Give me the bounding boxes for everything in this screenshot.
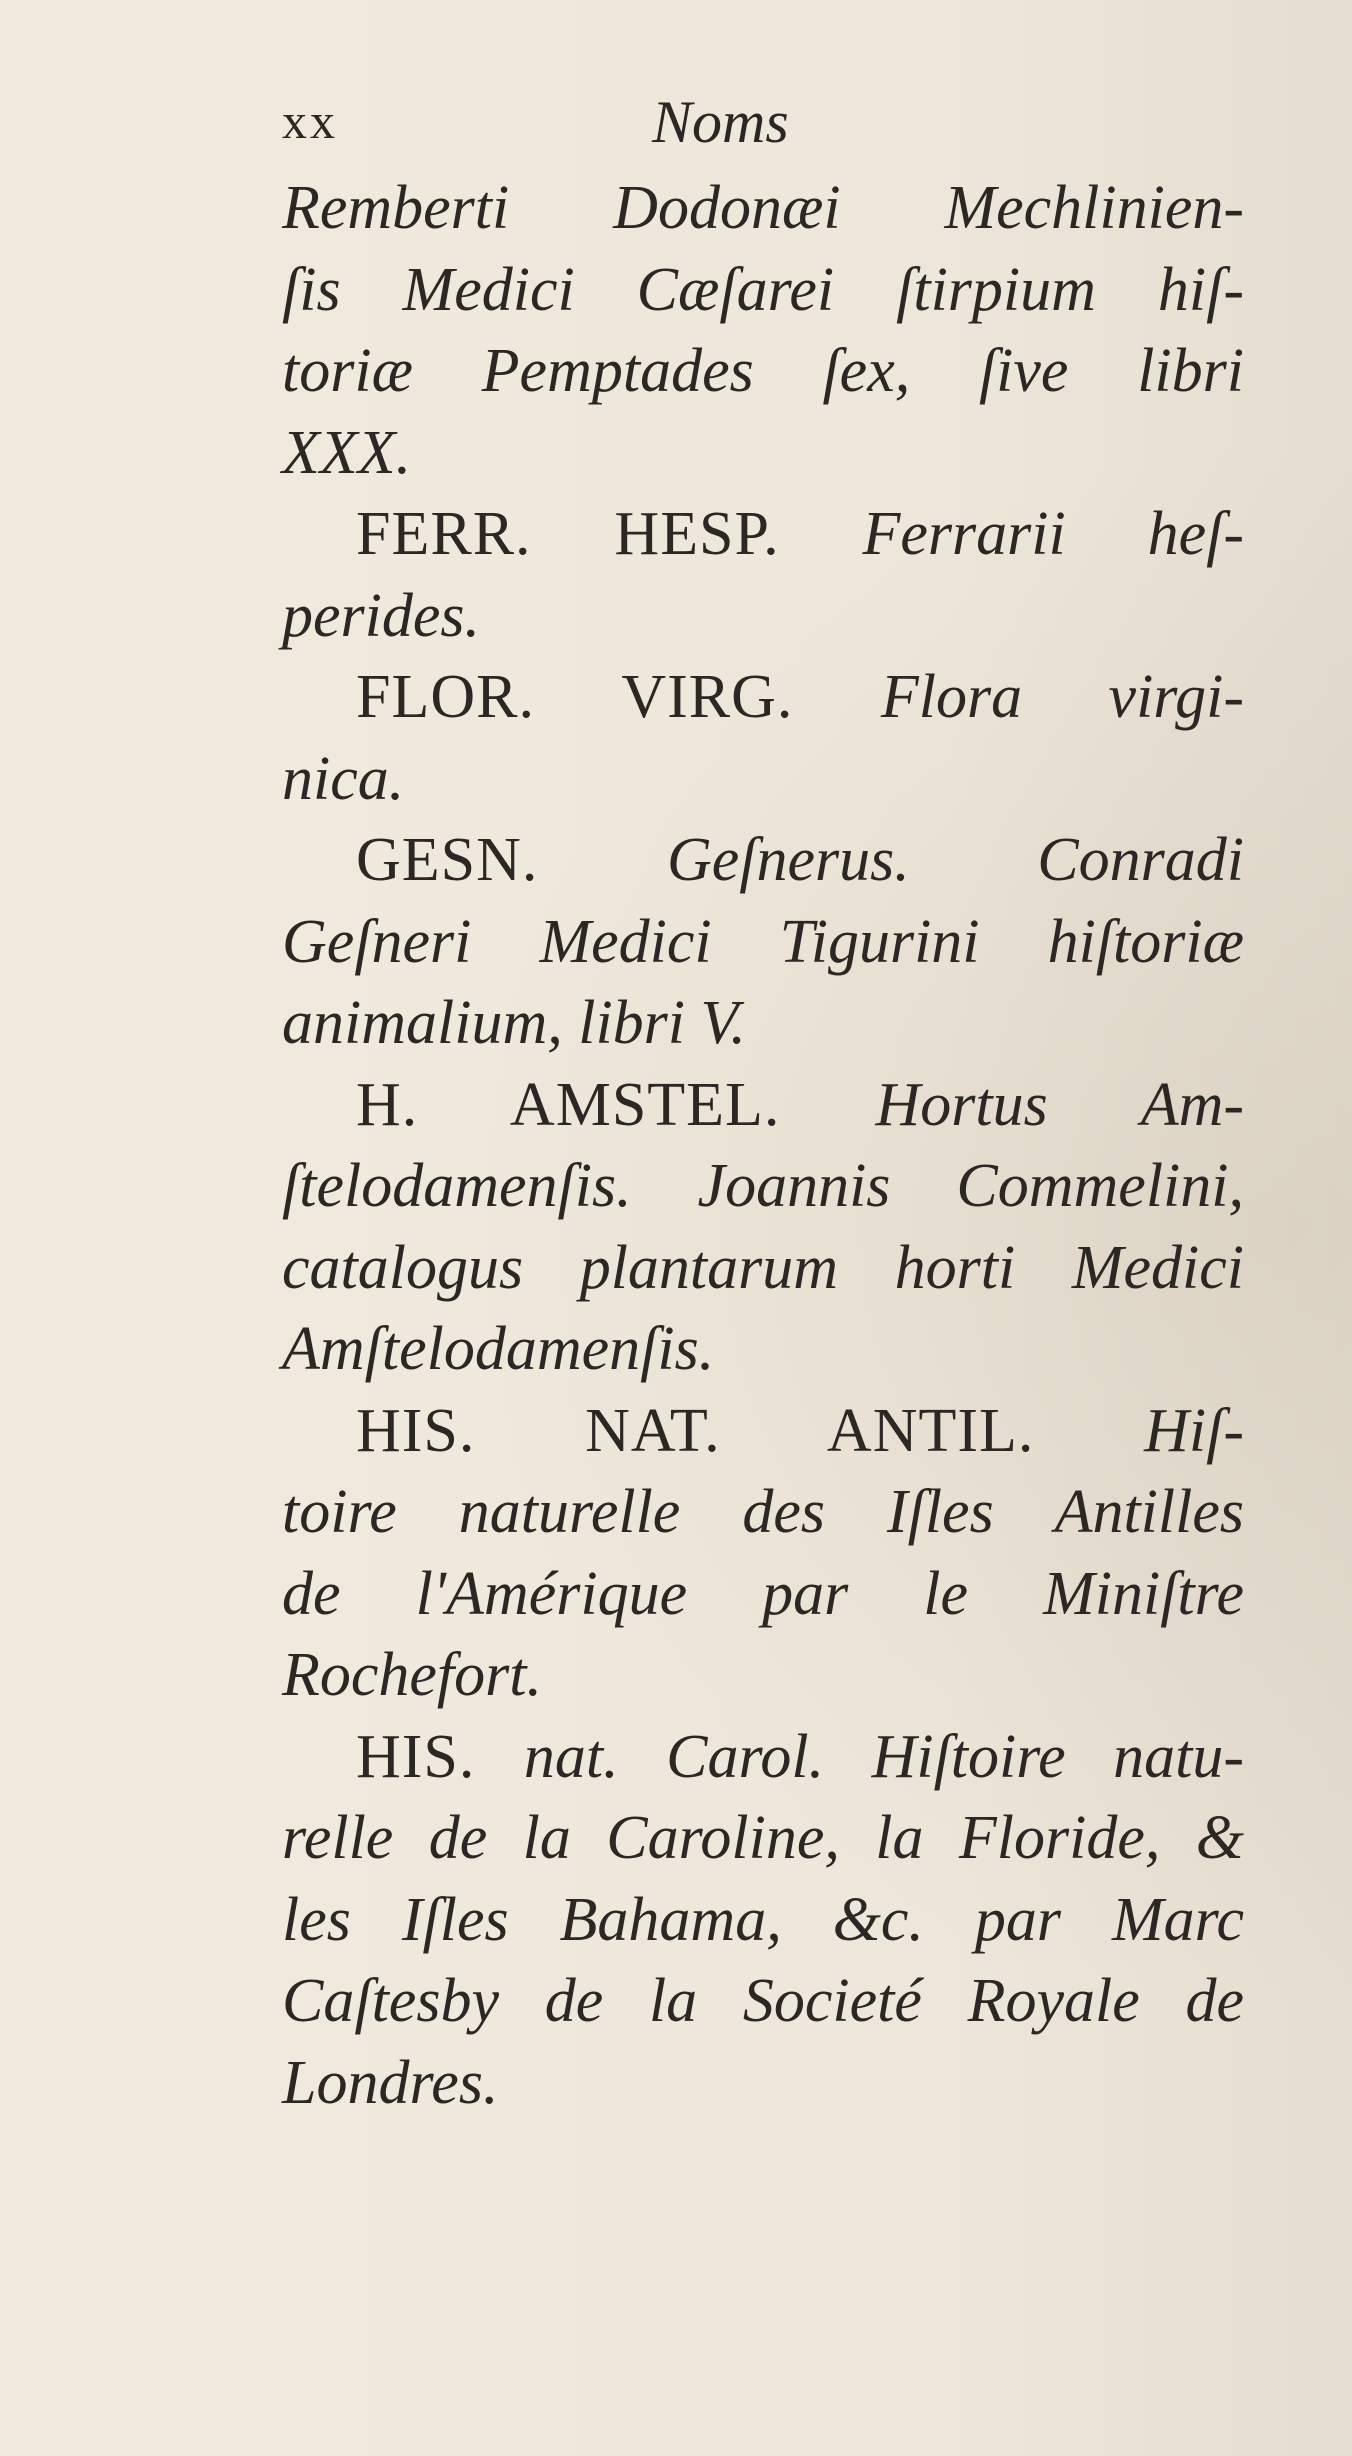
text-line	[282, 413, 1244, 495]
italic-text: toire naturelle des Iſles Antilles	[282, 1478, 1244, 1546]
roman-text: H. AMSTEL.	[356, 1070, 876, 1139]
text-line	[282, 1146, 1244, 1228]
text-line	[282, 1635, 1244, 1717]
italic-text: catalogus plantarum horti Medici	[282, 1233, 1244, 1302]
text-line	[282, 1228, 1244, 1310]
italic-text: ſtelodamenſis. Joannis Commelini,	[282, 1152, 1244, 1220]
text-line	[282, 983, 1244, 1065]
text-line	[282, 1065, 1244, 1147]
italic-text: XXX.	[282, 418, 412, 487]
text-line	[282, 1472, 1244, 1554]
folio-number: xx	[282, 93, 338, 149]
italic-text: ſis Medici Cæſarei ſtirpium hiſ-	[282, 255, 1244, 324]
text-line	[282, 657, 1244, 739]
italic-text: toriæ Pemptades ſex, ſive libri	[282, 337, 1244, 405]
roman-text: FLOR. VIRG.	[356, 663, 881, 731]
italic-text: Ferrarii heſ-	[862, 500, 1244, 568]
italic-text: Caſtesby de la Societé Royale de	[282, 1967, 1244, 2035]
roman-text: HIS.	[356, 1722, 524, 1791]
text-block	[282, 168, 1244, 2124]
italic-text: de l'Amérique par le Miniſtre	[282, 1559, 1244, 1628]
italic-text: nat. Carol. Hiſtoire natu-	[523, 1722, 1244, 1791]
running-head: Noms	[652, 89, 789, 155]
page-header	[282, 89, 1242, 162]
roman-text: GESN.	[356, 826, 667, 894]
text-line	[282, 1717, 1244, 1799]
roman-text: HIS. NAT. ANTIL.	[356, 1396, 1145, 1465]
italic-text: Hiſ-	[1144, 1396, 1244, 1465]
italic-text: Rochefort.	[282, 1641, 542, 1709]
italic-text: Flora virgi-	[880, 663, 1244, 731]
roman-text: FERR. HESP.	[356, 500, 863, 568]
text-line	[282, 739, 1244, 821]
text-line	[282, 902, 1244, 984]
text-line	[282, 1961, 1244, 2043]
italic-text: Remberti Dodonæi Mechlinien-	[282, 174, 1244, 242]
text-line	[282, 820, 1244, 902]
italic-text: animalium, libri V.	[282, 989, 746, 1057]
text-line	[282, 250, 1244, 332]
text-line	[282, 1880, 1244, 1962]
text-line	[282, 494, 1244, 576]
text-line	[282, 168, 1244, 250]
text-line	[282, 2043, 1244, 2125]
text-line	[282, 1798, 1244, 1880]
italic-text: nica.	[282, 744, 405, 813]
italic-text: Geſneri Medici Tigurini hiſtoriæ	[282, 907, 1244, 976]
italic-text: les Iſles Bahama, &c. par Marc	[282, 1885, 1244, 1954]
italic-text: Geſnerus. Conradi	[666, 826, 1244, 894]
italic-text: relle de la Caroline, la Floride, &	[282, 1804, 1244, 1872]
text-line	[282, 1391, 1244, 1473]
text-line	[282, 1554, 1244, 1636]
italic-text: perides.	[282, 581, 481, 650]
italic-text: Hortus Am-	[875, 1070, 1244, 1139]
text-line	[282, 576, 1244, 658]
italic-text: Amſtelodamenſis.	[282, 1315, 715, 1383]
text-line	[282, 331, 1244, 413]
italic-text: Londres.	[282, 2048, 499, 2117]
text-line	[282, 1309, 1244, 1391]
